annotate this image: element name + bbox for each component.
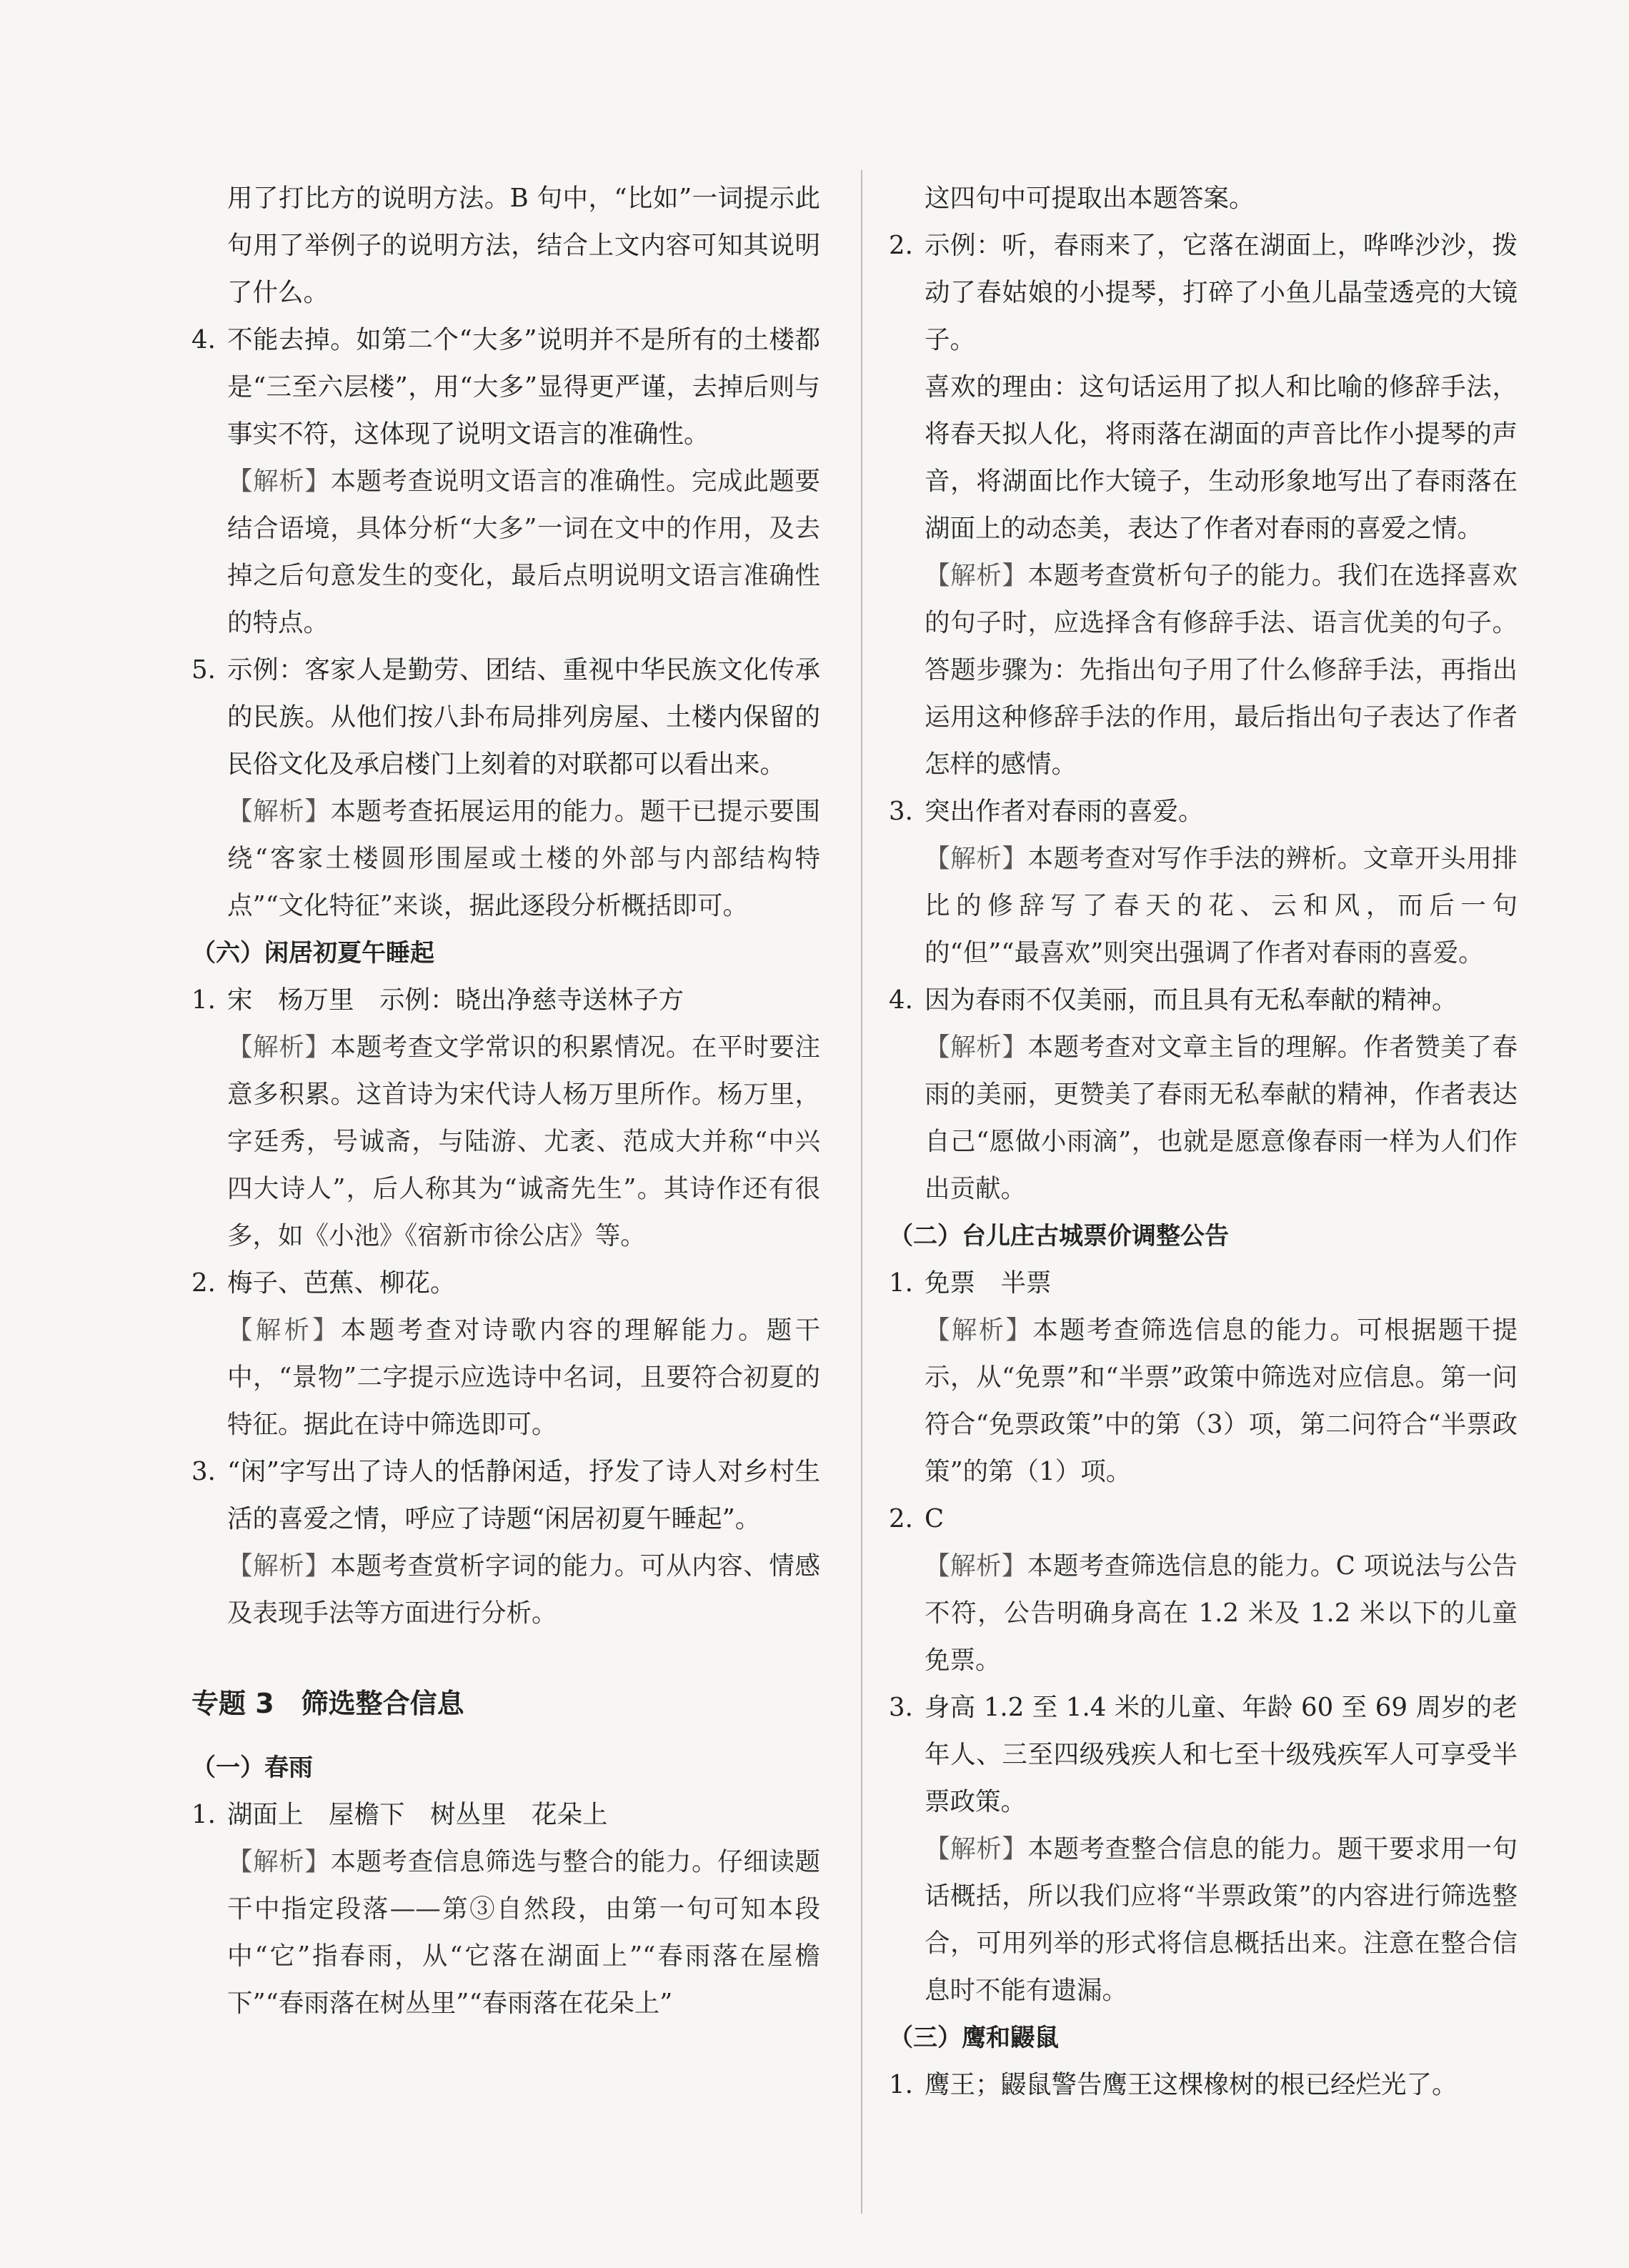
continuation-text: 用了打比方的说明方法。B 句中，“比如”一词提示此句用了举例子的说明方法，结合上文内容可知其说明了什么。 [227,184,820,307]
explanation: 【解析】本题考查信息筛选与整合的能力。仔细读题干中指定段落——第③自然段，由第一句可知本段中“它”指春雨，从“它落在湖面上”“春雨落在屋檐下”“春雨落在树丛里”“春雨落在花朵上” [227,1847,820,2018]
answer-item-2: 2. 梅子、芭蕉、柳花。 [191,1268,456,1298]
answer-item-4: 4. 因为春雨不仅美丽，而且具有无私奉献的精神。 [889,985,1458,1015]
answer-item-1: 1. 免票 半票 [889,1268,1052,1298]
section-heading: （二）台儿庄古城票价调整公告 [889,1222,1229,1250]
answer-item-2: 2. C [889,1504,945,1533]
explanation: 【解析】本题考查赏析字词的能力。可从内容、情感及表现手法等方面进行分析。 [227,1551,820,1628]
topic-heading: 专题 3 筛选整合信息 [191,1688,464,1719]
answer-reason: 喜欢的理由：这句话运用了拟人和比喻的修辞手法，将春天拟人化，将雨落在湖面的声音比作小提琴的声音，将湖面比作大镜子，生动形象地写出了春雨落在湖面上的动态美，表达了作者对春雨的喜爱之情。 [925,372,1518,543]
explanation: 【解析】本题考查对诗歌内容的理解能力。题干中，“景物”二字提示应选诗中名词，且要符合初夏的特征。据此在诗中筛选即可。 [227,1315,820,1439]
column-divider [861,170,862,2214]
answer-item-3: 3. 身高 1.2 至 1.4 米的儿童、年龄 60 至 69 周岁的老年人、三至四级残疾人和七至十级残疾军人可享受半票政策。 [889,1693,1518,1816]
explanation: 【解析】本题考查对文章主旨的理解。作者赞美了春雨的美丽，更赞美了春雨无私奉献的精神，作者表达自己“愿做小雨滴”，也就是愿意像春雨一样为人们作出贡献。 [925,1033,1518,1203]
explanation: 【解析】本题考查说明文语言的准确性。完成此题要结合语境，具体分析“大多”一词在文中的作用，及去掉之后句意发生的变化，最后点明说明文语言准确性的特点。 [227,467,820,637]
section-heading: （一）春雨 [191,1754,313,1782]
left-column [191,175,820,2027]
answer-item-3: 3. “闲”字写出了诗人的恬静闲适，抒发了诗人对乡村生活的喜爱之情，呼应了诗题“闲居初夏午睡起”。 [191,1457,820,1533]
continuation-text: 这四句中可提取出本题答案。 [925,184,1255,213]
explanation: 【解析】本题考查拓展运用的能力。题干已提示要围绕“客家土楼圆形围屋或土楼的外部与内部结构特点”“文化特征”来谈，据此逐段分析概括即可。 [227,797,820,920]
answer-item-1: 1. 湖面上 屋檐下 树丛里 花朵上 [191,1800,608,1829]
explanation: 【解析】本题考查整合信息的能力。题干要求用一句话概括，所以我们应将“半票政策”的内容进行筛选整合，可用列举的形式将信息概括出来。注意在整合信息时不能有遗漏。 [925,1834,1518,2005]
answer-item-5: 5. 示例：客家人是勤劳、团结、重视中华民族文化传承的民族。从他们按八卦布局排列房屋、土楼内保留的民俗文化及承启楼门上刻着的对联都可以看出来。 [191,655,820,779]
answer-item-4: 4. 不能去掉。如第二个“大多”说明并不是所有的土楼都是“三至六层楼”，用“大多”显得更严谨，去掉后则与事实不符，这体现了说明文语言的准确性。 [191,325,820,449]
answer-item-3: 3. 突出作者对春雨的喜爱。 [889,797,1204,826]
explanation: 【解析】本题考查对写作手法的辨析。文章开头用排比的修辞写了春天的花、云和风，而后一句的“但”“最喜欢”则突出强调了作者对春雨的喜爱。 [925,844,1518,968]
section-heading: （六）闲居初夏午睡起 [191,939,434,968]
explanation: 【解析】本题考查赏析句子的能力。我们在选择喜欢的句子时，应选择含有修辞手法、语言优美的句子。答题步骤为：先指出句子用了什么修辞手法，再指出运用这种修辞手法的作用，最后指出句子表达了作者怎样的感情。 [925,561,1518,779]
right-column [889,175,1518,2109]
answer-item-1: 1. 鹰王；鼹鼠警告鹰王这棵橡树的根已经烂光了。 [889,2070,1458,2099]
answer-item-2: 2. 示例：听，春雨来了，它落在湖面上，哗哗沙沙，拨动了春姑娘的小提琴，打碎了小鱼儿晶莹透亮的大镜子。 [889,231,1518,354]
section-heading: （三）鹰和鼹鼠 [889,2024,1059,2052]
explanation: 【解析】本题考查筛选信息的能力。C 项说法与公告不符，公告明确身高在 1.2 米及 1.2 米以下的儿童免票。 [925,1551,1518,1675]
answer-item-1: 1. 宋 杨万里 示例：晓出净慈寺送林子方 [191,985,684,1015]
explanation: 【解析】本题考查文学常识的积累情况。在平时要注意多积累。这首诗为宋代诗人杨万里所作。杨万里，字廷秀，号诚斋，与陆游、尤袤、范成大并称“中兴四大诗人”，后人称其为“诚斋先生”。其诗作还有很多，如《小池》《宿新市徐公店》等。 [227,1033,820,1250]
explanation: 【解析】本题考查筛选信息的能力。可根据题干提示，从“免票”和“半票”政策中筛选对应信息。第一问符合“免票政策”中的第（3）项，第二问符合“半票政策”的第（1）项。 [925,1315,1518,1486]
